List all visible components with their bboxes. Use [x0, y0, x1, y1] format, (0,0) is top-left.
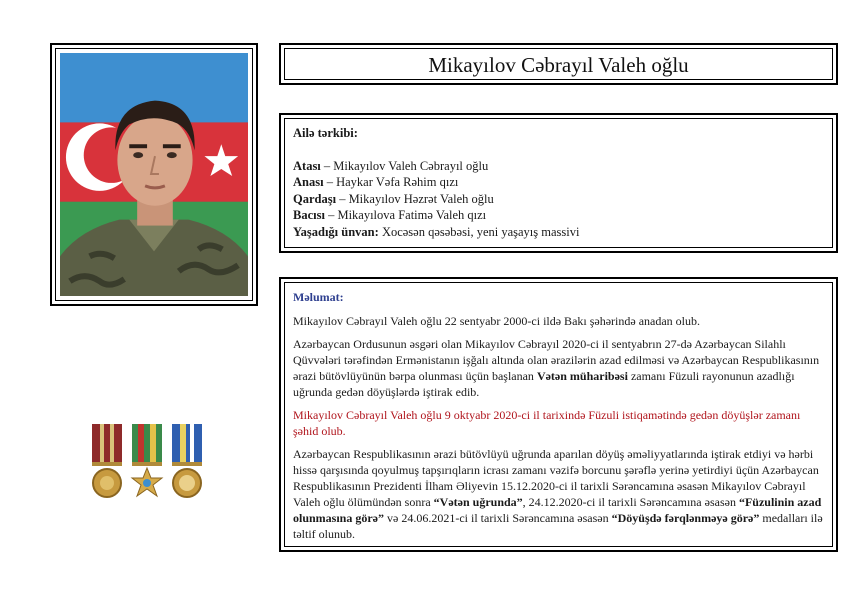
- awards-paragraph: Azərbaycan Respublikasının ərazi bütövlüyü uğrunda aparılan döyüş əməliyyatlarında iştirak etdiyi və hərbi hissə qarşısında qoyulmuş tapşırıqların icrası zamanı vəzifə borcunu şərəflə yerinə yetirdiyi üçün Azərbaycan Respublikasının Prezidenti İlham Əliyevin 15.12.2020-ci il tarixli Sərəncamına əsasən Mikayılov Cəbrayıl Valeh oğlu ölümündən sonra “Vətən uğrunda”, 24.12.2020-ci il tarixli Sərəncamına əsasən “Füzulinin azad olunmasına görə” və 24.06.2021-ci il tarixli Sərəncamına əsasən “Döyüşdə fərqlənməyə görə” medalları ilə təltif olunub.: [293, 447, 823, 541]
- portrait-photo: [60, 53, 248, 296]
- name-box: [279, 43, 838, 85]
- medals-group: [88, 422, 208, 502]
- family-member-row: Anası – Haykar Vəfa Rəhim qızı: [293, 175, 459, 189]
- service-paragraph: Azərbaycan Ordusunun əsgəri olan Mikayılov Cəbrayıl 2020-ci il sentyabrın 27-də Azərbaycan Silahlı Qüvvələri tərəfindən Ermənistanın işğalı altında olan ərazilərin azad edilməsi və Azərbaycan Respublikasının ərazi bütövlüyünün bərpa olunması üçün başlanan Vətən müharibəsi zamanı Füzuli rayonunun azadlığı uğrunda gedən döyüşlərdə iştirak edib.: [293, 337, 820, 399]
- family-member-row: Atası – Mikayılov Valeh Cəbrayıl oğlu: [293, 158, 489, 173]
- death-paragraph: Mikayılov Cəbrayıl Valeh oğlu 9 oktyabr 2020-ci il tarixində Füzuli istiqamətində gedən döyüşlər zamanı şəhid olub.: [293, 408, 801, 438]
- birth-paragraph: Mikayılov Cəbrayıl Valeh oğlu 22 sentyabr 2000-ci ildə Bakı şəhərində anadan olub.: [293, 314, 701, 328]
- medal-2-icon: [132, 424, 162, 496]
- address-row: Yaşadığı ünvan: Xocəsən qəsəbəsi, yeni yaşayış massivi: [293, 224, 580, 239]
- medal-3-icon: [172, 424, 202, 497]
- portrait-image: [60, 53, 248, 296]
- family-heading: Ailə tərkibi:: [293, 126, 358, 140]
- medals-icon: [88, 422, 208, 502]
- family-section: [293, 125, 824, 240]
- family-member-row: Qardaşı – Mikayılov Həzrət Valeh oğlu: [293, 191, 494, 206]
- info-heading: Məlumat:: [293, 290, 344, 304]
- portrait-frame: [50, 43, 258, 306]
- person-name: Mikayılov Cəbrayıl Valeh oğlu: [428, 53, 689, 77]
- medal-1-icon: [92, 424, 122, 497]
- info-box: [279, 277, 838, 552]
- info-section: [293, 289, 824, 549]
- family-box: [279, 113, 838, 253]
- family-member-row: Bacısı – Mikayılova Fatimə Valeh qızı: [293, 208, 487, 222]
